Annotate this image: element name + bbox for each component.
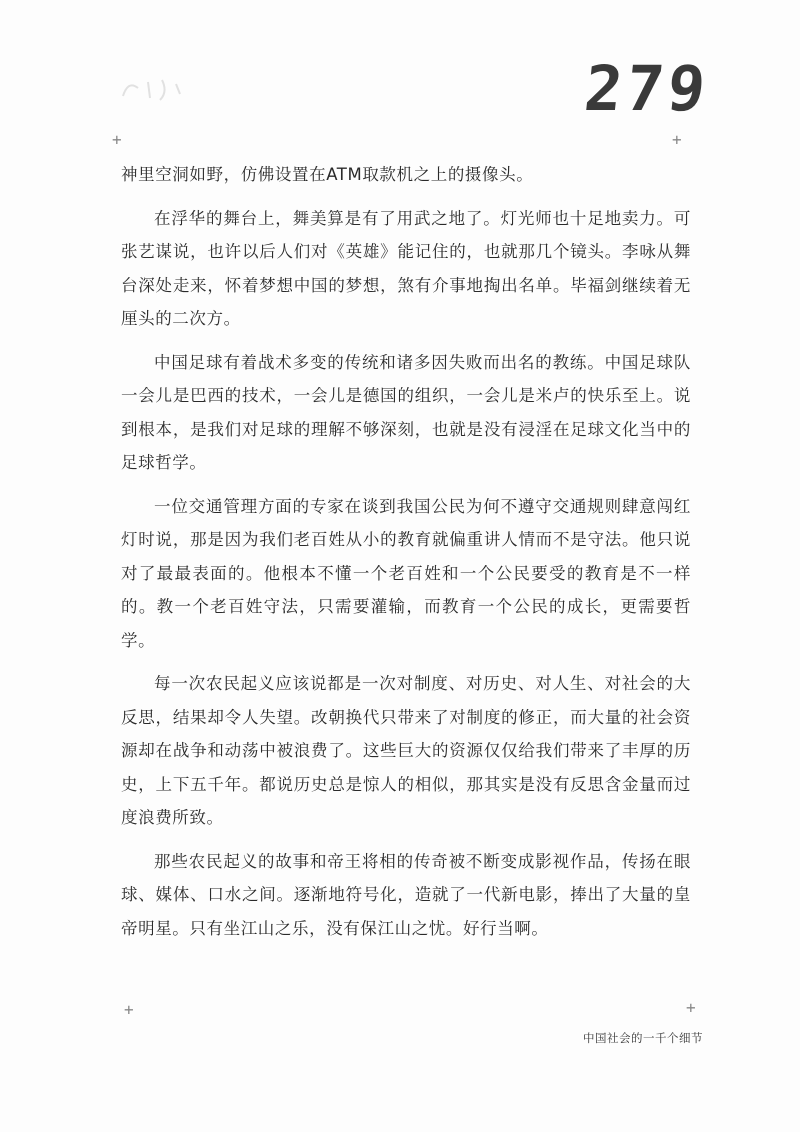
- crop-mark-bottom-right: +: [686, 998, 696, 1017]
- crop-mark-top-left: +: [112, 130, 122, 149]
- faint-stamp-mark: [118, 74, 188, 104]
- running-footer: 中国社会的一千个细节: [583, 1031, 703, 1045]
- paragraph: 神里空洞如野，仿佛设置在ATM取款机之上的摄像头。: [121, 165, 534, 184]
- paragraph: 一位交通管理方面的专家在谈到我国公民为何不遵守交通规则肆意闯红灯时说，那是因为我们老百姓从小的教育就偏重讲人情而不是守法。他只说对了最最表面的。他根本不懂一个老百姓和一个公民要受的教育是不一样的。教一个老百姓守法，只需要灌输，而教育一个公民的成长，更需要哲学。: [121, 496, 691, 650]
- paragraph: 那些农民起义的故事和帝王将相的传奇被不断变成影视作品，传扬在眼球、媒体、口水之间。逐渐地符号化，造就了一代新电影，捧出了大量的皇帝明星。只有坐江山之乐，没有保江山之忧。好行当啊。: [121, 851, 691, 938]
- crop-mark-top-right: +: [672, 130, 682, 149]
- paragraph: 中国足球有着战术多变的传统和诸多因失败而出名的教练。中国足球队一会儿是巴西的技术，一会儿是德国的组织，一会儿是米卢的快乐至上。说到根本，是我们对足球的理解不够深刻，也就是没有浸淫在足球文化当中的足球哲学。: [121, 352, 691, 472]
- body-text: [121, 158, 691, 955]
- crop-mark-bottom-left: +: [124, 1000, 134, 1019]
- paragraph: 在浮华的舞台上，舞美算是有了用武之地了。灯光师也十足地卖力。可张艺谋说，也许以后人们对《英雄》能记住的，也就那几个镜头。李咏从舞台深处走来，怀着梦想中国的梦想，煞有介事地掏出名单。毕福剑继续着无厘头的二次方。: [121, 208, 691, 328]
- paragraph: 每一次农民起义应该说都是一次对制度、对历史、对人生、对社会的大反思，结果却令人失望。改朝换代只带来了对制度的修正，而大量的社会资源却在战争和动荡中被浪费了。这些巨大的资源仅仅给我们带来了丰厚的历史，上下五千年。都说历史总是惊人的相似，那其实是没有反思含金量而过度浪费所致。: [121, 674, 691, 827]
- page-number: 279: [581, 52, 713, 125]
